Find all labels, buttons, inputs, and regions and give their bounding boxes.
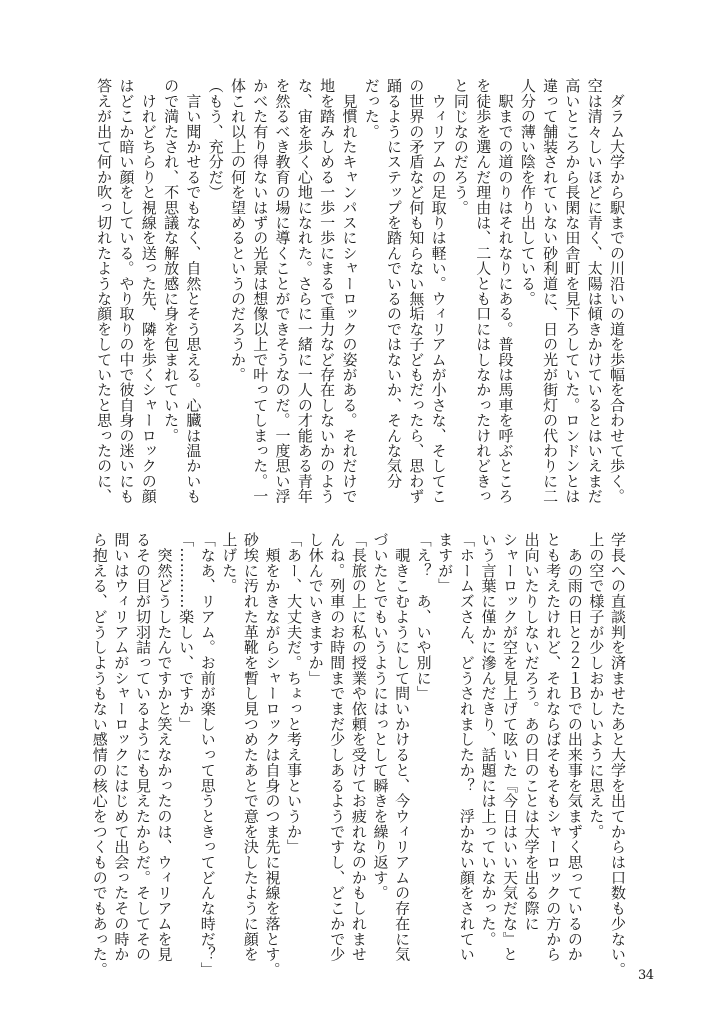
text-column: 駅までの道のりはそれなりにある。普段は馬車を呼ぶところ (496, 78, 515, 504)
text-column: 人分の薄い陰を作り出している。 (518, 78, 537, 306)
text-column: 「あー、大丈夫だ。ちょっと考え事というか」 (285, 532, 304, 855)
text-column: 「え？ あ、いや別に」 (414, 532, 433, 701)
text-block-bottom (88, 532, 628, 992)
text-column: 「ホームズさん、どうされましたか？ 浮かない顔をされてい (457, 532, 476, 962)
text-column: るその目が切羽詰っているようにも見えたからだ。そしてその (133, 532, 152, 962)
text-column: ので満たされ、不思議な解放感に身を包まれていた。 (162, 78, 181, 443)
text-block-top (93, 78, 628, 508)
text-column: づいたとでもいうようにはっとして瞬きを繰り返す。 (371, 532, 390, 901)
text-column: 答えが出て何か吹っ切れたような顔をしていたと思ったのに、 (95, 78, 114, 504)
text-column: し休んでいきますか」 (306, 532, 325, 686)
text-column: 「なあ、リアム。お前が楽しいって思うときってどんな時だ？」 (198, 532, 217, 978)
text-column: 覗きこむようにして問いかけると、今ウィリアムの存在に気 (393, 532, 412, 962)
text-column: いう言葉に僅かに滲んだきり、話題には上っていなかった。 (479, 532, 498, 947)
text-column: を然るべき教育の場に導くことができそうなのだ。一度思い浮 (273, 78, 292, 504)
text-column: 高いところから長閑な田舎町を見下ろしていた。ロンドンとは (563, 78, 582, 504)
text-column: んね。列車のお時間までまだ少しあるようですし、どこかで少 (328, 532, 347, 962)
text-column: と同じなのだろう。 (451, 78, 470, 215)
text-column: かべた有り得ないはずの光景は想像以上で叶ってしまった。一 (251, 78, 270, 504)
text-column: 体これ以上の何を望めるというのだろうか。 (228, 78, 247, 382)
text-column: （もう、充分だ） (206, 78, 225, 200)
text-column: 問いはウィリアムがシャーロックにはじめて出会ったその時か (112, 532, 131, 962)
text-column: の世界の矛盾など何も知らない無垢な子どもだったら、思わず (407, 78, 426, 504)
text-column: 踊るようにステップを踏んでいるのではないか、そんな気分 (385, 78, 404, 489)
text-column: 突然どうしたんですかと笑えなかったのは、ウィリアムを見 (155, 532, 174, 962)
text-column: けれどちらりと視線を送った先、隣を歩くシャーロックの顔 (139, 78, 158, 504)
page-number: 34 (638, 968, 654, 983)
text-column: 空は清々しいほどに青く、太陽は傾きかけているとはいえまだ (585, 78, 604, 504)
text-column: ウィリアムの足取りは軽い。ウィリアムが小さな、そしてこ (429, 78, 448, 504)
text-column: あの雨の日と２２１Ｂでの出来事を気まずく思っているのか (565, 532, 584, 962)
text-column: 出向いたりしないだろう。あの日のことは大学を出る際に (522, 532, 541, 932)
text-column: を徒歩を選んだ理由は、二人とも口にはしなかったけれどきっ (474, 78, 493, 504)
text-column: 上の空で様子が少しおかしいように思えた。 (587, 532, 606, 839)
text-column: だった。 (362, 78, 381, 139)
text-column: 地を踏みしめる一歩一歩にまるで重力など存在しないかのよう (318, 78, 337, 504)
text-column: 違って舗装されていない砂利道に、日の光が街灯の代わりに二 (541, 78, 560, 504)
text-column: 頬をかきながらシャーロックは自身のつま先に視線を落とす。 (263, 532, 282, 978)
text-column: 「…………楽しい、ですか」 (177, 532, 196, 732)
text-column: 「長旅の上に私の授業や依頼を受けてお疲れなのかもしれませ (349, 532, 368, 962)
text-column: 上げた。 (220, 532, 239, 594)
text-column: はどこか暗い顔をしている。やり取りの中で彼自身の迷いにも (117, 78, 136, 504)
text-column: とも考えたけれど、それならばそもそもシャーロックの方から (544, 532, 563, 962)
text-column: シャーロックが空を見上げて呟いた『今日はいい天気だな』と (501, 532, 520, 962)
text-column: ますが」 (436, 532, 455, 594)
text-column: ら抱える、どうしようもない感情の核心をつくものでもあった。 (90, 532, 109, 978)
text-column: ダラム大学から駅までの川沿いの道を歩幅を合わせて歩く。 (608, 78, 626, 504)
text-column: な、宙を歩く心地になれた。さらに一緒に一人の才能ある青年 (295, 78, 314, 504)
text-column: 見慣れたキャンパスにシャーロックの姿がある。それだけで (340, 78, 359, 504)
text-column: 学長への直談判を済ませたあと大学を出てからは口数も少ない。 (609, 532, 627, 978)
text-column: 砂埃に汚れた革靴を暫し見つめたあとで意を決したように顔を (241, 532, 260, 962)
text-column: 言い聞かせるでもなく、自然とそう思える。心臓は温かいも (184, 78, 203, 504)
